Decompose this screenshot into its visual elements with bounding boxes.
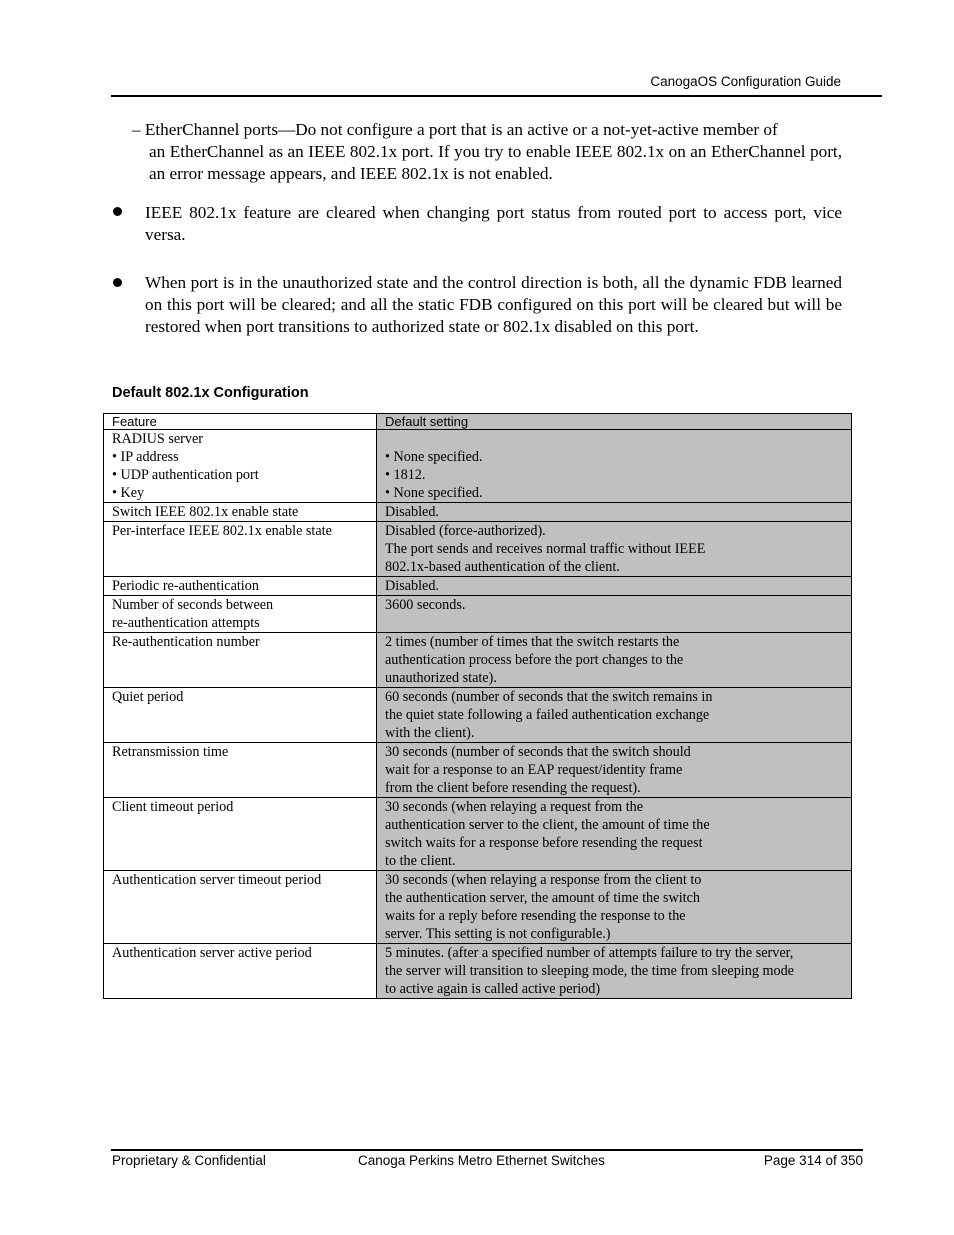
bullet-icon xyxy=(113,207,122,216)
feature-cell: RADIUS server • IP address • UDP authentication port • Key xyxy=(104,430,377,503)
default-value-cell: Disabled. xyxy=(377,503,852,522)
table-row xyxy=(104,871,852,944)
footer-product-line: Canoga Perkins Metro Ethernet Switches xyxy=(358,1153,605,1168)
footer-confidentiality: Proprietary & Confidential xyxy=(112,1153,266,1168)
footer-divider xyxy=(111,1149,863,1151)
table-row xyxy=(104,633,852,688)
header-title: CanogaOS Configuration Guide xyxy=(650,74,841,89)
column-header-default-setting: Default setting xyxy=(377,414,852,430)
default-value-cell: 30 seconds (number of seconds that the switch should wait for a response to an EAP request/identity frame from the client before resending the request). xyxy=(377,743,852,798)
default-value-cell: Disabled. xyxy=(377,577,852,596)
feature-cell: Per-interface IEEE 802.1x enable state xyxy=(104,522,377,577)
feature-cell: Quiet period xyxy=(104,688,377,743)
table-row xyxy=(104,503,852,522)
footer-page-number: Page 314 of 350 xyxy=(763,1153,863,1168)
feature-cell: Number of seconds between re-authentication attempts xyxy=(104,596,377,633)
feature-cell: Periodic re-authentication xyxy=(104,577,377,596)
feature-cell: Switch IEEE 802.1x enable state xyxy=(104,503,377,522)
table-header-row xyxy=(104,414,852,430)
table-row xyxy=(104,944,852,999)
etherchannel-note-first-line: – EtherChannel ports—Do not configure a port that is an active or a not-yet-active member of xyxy=(132,120,778,139)
default-value-cell: 2 times (number of times that the switch restarts the authentication process before the port changes to the unauthorized state). xyxy=(377,633,852,688)
feature-cell: Client timeout period xyxy=(104,798,377,871)
default-config-table xyxy=(103,413,852,999)
default-value-cell: • None specified. • 1812. • None specified. xyxy=(377,430,852,503)
table-row xyxy=(104,430,852,503)
bullet-item-routed-port: IEEE 802.1x feature are cleared when changing port status from routed port to access port, vice versa. xyxy=(145,203,842,244)
feature-cell: Retransmission time xyxy=(104,743,377,798)
bullet-icon xyxy=(113,278,122,287)
feature-cell: Authentication server active period xyxy=(104,944,377,999)
section-heading: Default 802.1x Configuration xyxy=(112,385,309,401)
default-value-cell: 3600 seconds. xyxy=(377,596,852,633)
default-value-cell: 30 seconds (when relaying a request from the authentication server to the client, the amount of time the switch waits for a response before resending the request to the client. xyxy=(377,798,852,871)
default-value-cell: Disabled (force-authorized). The port sends and receives normal traffic without IEEE 802.1x-based authentication of the client. xyxy=(377,522,852,577)
feature-cell: Re-authentication number xyxy=(104,633,377,688)
table-row xyxy=(104,596,852,633)
header-divider xyxy=(111,95,882,97)
table-row xyxy=(104,688,852,743)
etherchannel-note-continuation: an EtherChannel as an IEEE 802.1x port. If you try to enable IEEE 802.1x on an EtherChannel port, an error message appears, and IEEE 802.1x is not enabled. xyxy=(149,142,842,183)
column-header-feature: Feature xyxy=(104,414,377,430)
table-row xyxy=(104,522,852,577)
default-value-cell: 30 seconds (when relaying a response from the client to the authentication server, the amount of time the switch waits for a reply before resending the response to the server. This setting is not configurable.) xyxy=(377,871,852,944)
bullet-item-unauthorized-state: When port is in the unauthorized state and the control direction is both, all the dynamic FDB learned on this port will be cleared; and all the static FDB configured on this port will be cleared but will be restored when port transitions to authorized state or 802.1x disabled on this port. xyxy=(145,273,842,336)
table-row xyxy=(104,577,852,596)
feature-cell: Authentication server timeout period xyxy=(104,871,377,944)
etherchannel-note xyxy=(132,119,842,185)
table-row xyxy=(104,798,852,871)
default-value-cell: 5 minutes. (after a specified number of attempts failure to try the server, the server will transition to sleeping mode, the time from sleeping mode to active again is called active period) xyxy=(377,944,852,999)
default-value-cell: 60 seconds (number of seconds that the switch remains in the quiet state following a failed authentication exchange with the client). xyxy=(377,688,852,743)
table-row xyxy=(104,743,852,798)
